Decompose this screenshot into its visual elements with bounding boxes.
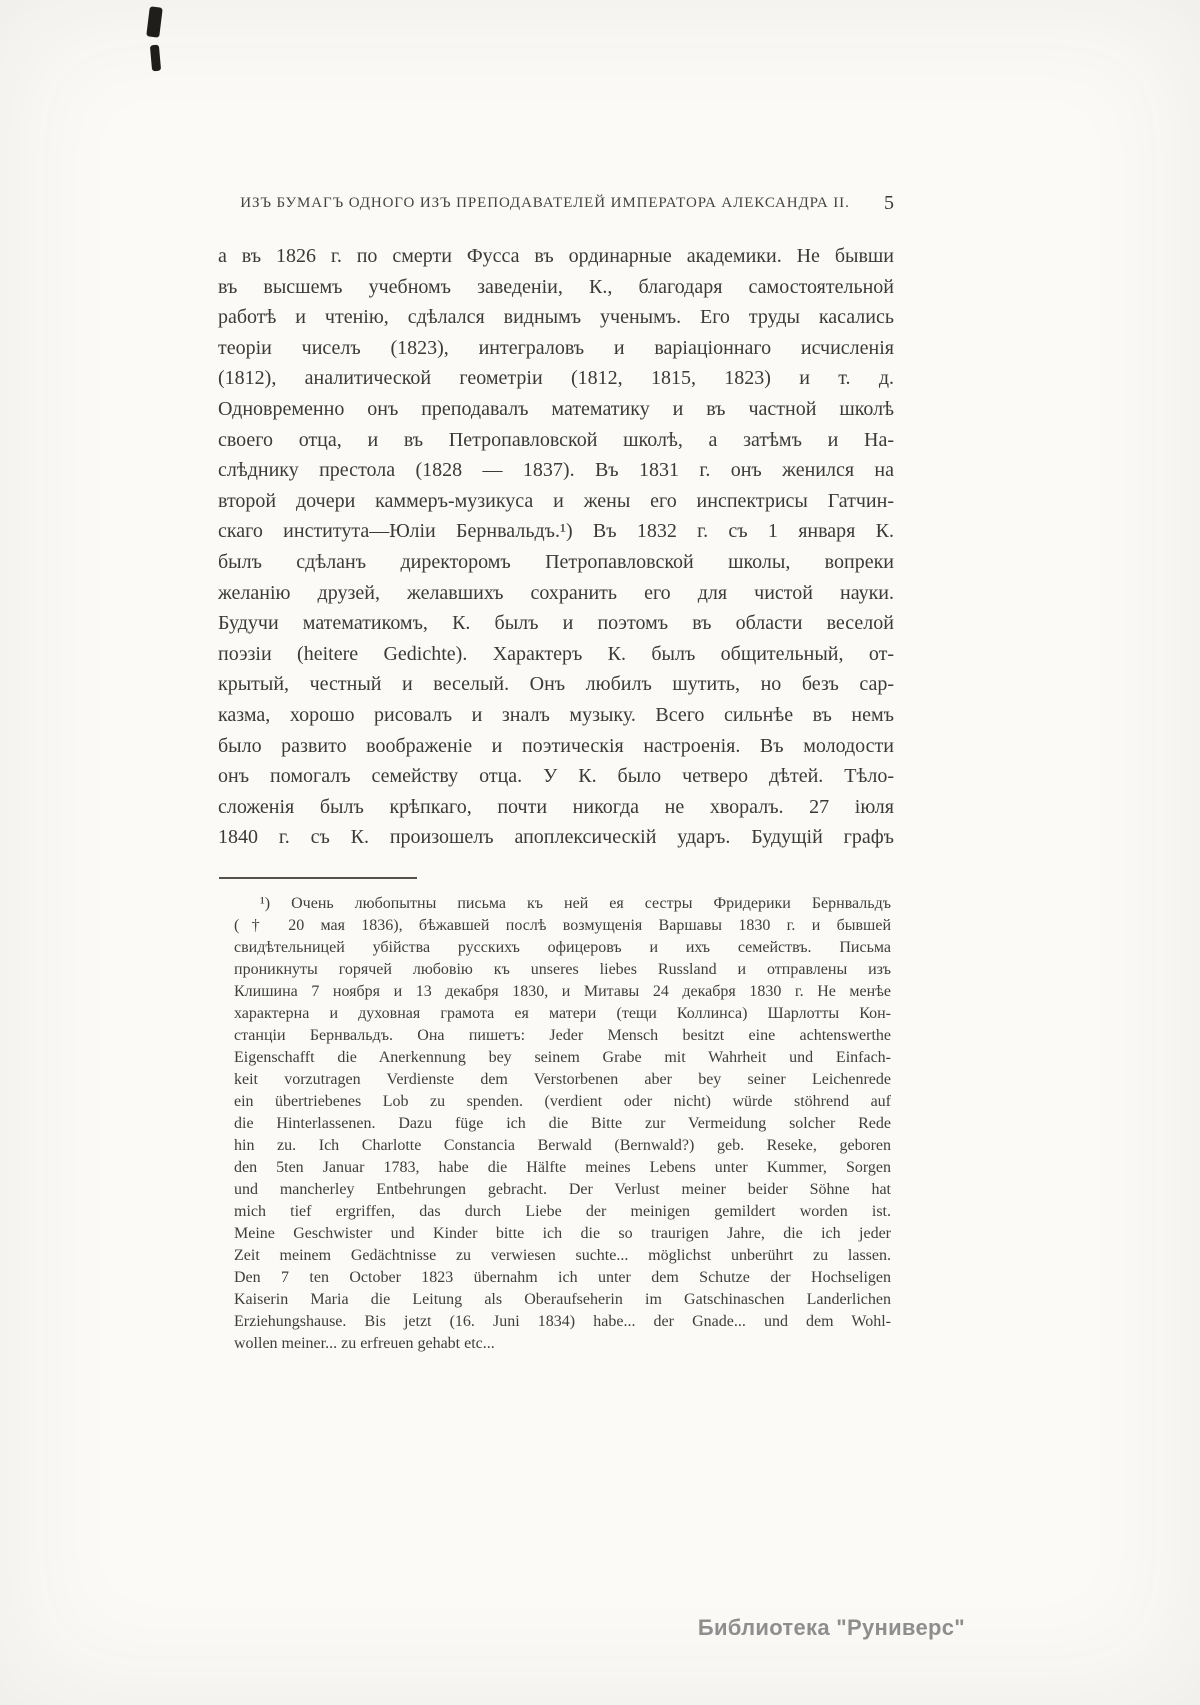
footnote-line: die Hinterlassenen. Dazu füge ich die Bitte zur Vermeidung solcher Rede — [234, 1115, 891, 1132]
body-text-line: своего отца, и въ Петропавловской школѣ, а затѣмъ и На- — [218, 428, 894, 451]
footnote-line: († 20 мая 1836), бѣжавшей послѣ возмущенія Варшавы 1830 г. и бывшей — [234, 917, 891, 934]
footnote-line: wollen meiner... zu erfreuen gehabt etc... — [234, 1335, 495, 1352]
body-text-line: работѣ и чтенію, сдѣлался виднымъ ученымъ. Его труды касались — [218, 306, 894, 329]
footnote — [234, 893, 891, 1355]
footnote-line: Zeit meinem Gedächtnisse zu verwiesen suchte... möglichst unberührt zu lassen. — [234, 1247, 891, 1264]
footnote-separator — [219, 877, 417, 879]
footnote-line: ein übertriebenes Lob zu spenden. (verdient oder nicht) würde stöhrend auf — [234, 1093, 891, 1110]
body-text-line: крытый, честный и веселый. Онъ любилъ шутить, но безъ сар- — [218, 673, 894, 696]
body-text-line: Одновременно онъ преподавалъ математику и въ частной школѣ — [218, 397, 894, 420]
body-text-line: онъ помогалъ семейству отца. У К. было четверо дѣтей. Тѣло- — [218, 765, 894, 788]
body-text-line: теоріи чиселъ (1823), интеграловъ и варіаціоннаго исчисленія — [218, 336, 894, 359]
scan-artifact — [150, 45, 161, 72]
body-text — [218, 241, 894, 853]
footnote-line: станціи Бернвальдъ. Она пишетъ: Jeder Mensch besitzt eine achtenswerthe — [234, 1027, 891, 1044]
footnote-line: Eigenschafft die Anerkennung bey seinem Grabe mit Wahrheit und Einfach- — [234, 1049, 891, 1066]
footnote-line: Meine Geschwister und Kinder bitte ich die so traurigen Jahre, die ich jeder — [234, 1225, 891, 1242]
body-text-line: было развито воображеніе и поэтическія настроенія. Въ молодости — [218, 734, 894, 757]
body-text-line: (1812), аналитической геометріи (1812, 1815, 1823) и т. д. — [218, 367, 894, 390]
body-text-line: въ высшемъ учебномъ заведеніи, К., благодаря самостоятельной — [218, 275, 894, 298]
footnote-line: Клишина 7 ноября и 13 декабря 1830, и Митавы 24 декабря 1830 г. Не менѣе — [234, 983, 891, 1000]
footnote-line: свидѣтельницей убійства русскихъ офицеровъ и ихъ семействъ. Письма — [234, 939, 891, 956]
footnote-line: характерна и духовная грамота ея матери (тещи Коллинса) Шарлотты Кон- — [234, 1005, 891, 1022]
footnote-line: Erziehungshause. Bis jetzt (16. Juni 1834) habe... der Gnade... und dem Wohl- — [234, 1313, 891, 1330]
footnote-line: hin zu. Ich Charlotte Constancia Berwald (Bernwald?) geb. Reseke, geboren — [234, 1137, 891, 1154]
footnote-line: keit vorzutragen Verdienste dem Verstorbenen aber bey seiner Leichenrede — [234, 1071, 891, 1088]
scan-artifact — [146, 6, 163, 37]
body-text-line: казма, хорошо рисовалъ и зналъ музыку. Всего сильнѣе въ немъ — [218, 703, 894, 726]
running-head-title: ИЗЪ БУМАГЪ ОДНОГО ИЗЪ ПРЕПОДАВАТЕЛЕЙ ИМПЕРАТОРА АЛЕКСАНДРА II. — [240, 195, 850, 211]
body-text-line: 1840 г. съ К. произошелъ апоплексическій ударъ. Будущій графъ — [218, 826, 894, 849]
body-text-line: былъ сдѣланъ директоромъ Петропавловской школы, вопреки — [218, 550, 894, 573]
footnote-line: den 5ten Januar 1783, habe die Hälfte meines Lebens unter Kummer, Sorgen — [234, 1159, 891, 1176]
body-text-line: желанію друзей, желавшихъ сохранить его для чистой науки. — [218, 581, 894, 604]
footnote-line: und mancherley Entbehrungen gebracht. Der Verlust meiner beider Söhne hat — [234, 1181, 891, 1198]
body-text-line: поэзіи (heitere Gedichte). Характеръ К. былъ общительный, от- — [218, 642, 894, 665]
footnote-line: Den 7 ten October 1823 übernahm ich unter dem Schutze der Hochseligen — [234, 1269, 891, 1286]
body-text-line: скаго института—Юліи Бернвальдъ.¹) Въ 1832 г. съ 1 января К. — [218, 520, 894, 543]
body-text-line: сложенія былъ крѣпкаго, почти никогда не хворалъ. 27 іюля — [218, 795, 894, 818]
body-text-line: Будучи математикомъ, К. былъ и поэтомъ въ области веселой — [218, 612, 894, 635]
body-text-line: слѣднику престола (1828 — 1837). Въ 1831 г. онъ женился на — [218, 459, 894, 482]
footnote-line: ¹) Очень любопытны письма къ ней ея сестры Фридерики Бернвальдъ — [260, 895, 891, 912]
footnote-line: проникнуты горячей любовію къ unseres liebes Russland и отправлены изъ — [234, 961, 891, 978]
footnote-line: mich tief ergriffen, das durch Liebe der meinigen gemildert worden ist. — [234, 1203, 891, 1220]
library-watermark: Библиотека "Руниверс" — [697, 1615, 965, 1640]
footnote-line: Kaiserin Maria die Leitung als Oberaufseherin im Gatschinaschen Landerlichen — [234, 1291, 891, 1308]
running-head — [218, 192, 894, 221]
body-text-line: а въ 1826 г. по смерти Фусса въ ординарные академики. Не бывши — [218, 245, 894, 267]
body-text-line: второй дочери каммеръ-музикуса и жены его инспектрисы Гатчин- — [218, 489, 894, 512]
page-number: 5 — [884, 192, 894, 214]
